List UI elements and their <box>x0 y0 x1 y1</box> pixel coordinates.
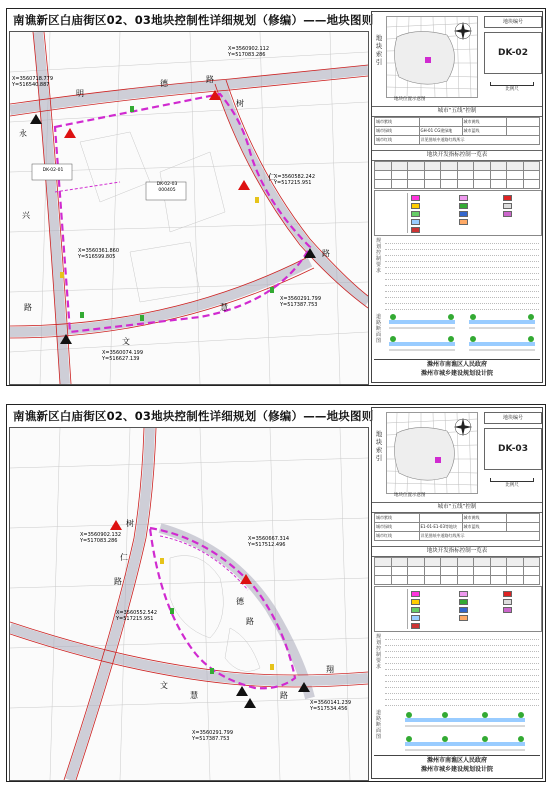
road-name: 仁 <box>268 173 276 182</box>
road-name: 路 <box>246 617 254 626</box>
map-drawing <box>10 32 368 384</box>
issuer-institute: 滁州市城乡建设规划设计院 <box>420 370 493 377</box>
coord-label: X=3560902.112 Y=517083.286 <box>228 46 270 58</box>
coord-label: X=3560291.799 Y=517387.753 <box>192 730 234 742</box>
road-name: 路 <box>280 691 288 700</box>
five-lines-title: 城市“五线”控制 <box>372 106 542 117</box>
scale-bar <box>484 82 540 92</box>
block-label <box>147 182 187 194</box>
road-name: 仁 <box>120 553 128 562</box>
block-subcode: 000405 <box>158 188 176 193</box>
issuer-government: 滁州市南谯区人民政府 <box>426 757 487 764</box>
sheet-title: 南谯新区白庙街区02、03地块控制性详细规划（修编）——地块图则 <box>13 13 374 27</box>
block-code: DK-02-03 <box>156 182 178 187</box>
road-name: 文 <box>122 337 130 346</box>
map-drawing <box>10 428 368 780</box>
road-sections <box>385 708 539 760</box>
coord-label: X=3560141.239 Y=517534.456 <box>310 700 352 712</box>
block-map <box>9 31 369 385</box>
scale-caption: 比例尺 <box>505 483 519 488</box>
road-name: 明 <box>76 89 84 98</box>
coord-label: X=3560667.314 Y=517512.496 <box>248 536 290 548</box>
indicator-table-title: 地块开发指标控制一览表 <box>372 546 542 557</box>
five-lines-title: 城市“五线”控制 <box>372 502 542 513</box>
location-caption: 地块位置示意图 <box>394 97 426 102</box>
coord-label: X=3560074.199 Y=516627.139 <box>102 350 144 362</box>
road-name: 路 <box>206 75 214 84</box>
road-name: 慧 <box>190 691 198 700</box>
plan-sheet-dk02 <box>6 8 546 386</box>
section-label: 道路断面图 <box>375 314 381 344</box>
coord-label: X=3560552.542 Y=517215.951 <box>116 610 158 622</box>
index-label: 地块索引 <box>375 34 383 66</box>
indicator-table <box>374 161 540 189</box>
road-name: 翔 <box>326 665 334 674</box>
indicator-table-title: 地块开发指标控制一览表 <box>372 150 542 161</box>
block-number-header: 地块编号 <box>484 16 542 28</box>
block-number-header: 地块编号 <box>484 412 542 424</box>
road-name: 路 <box>24 303 32 312</box>
road-name: 文 <box>160 681 168 690</box>
issuer-government: 滁州市南谯区人民政府 <box>426 361 487 368</box>
road-name: 路 <box>114 577 122 586</box>
coord-label: X=3560361.860 Y=516599.805 <box>78 248 120 260</box>
block-number: DK-03 <box>484 428 542 470</box>
control-requirements-text <box>385 634 539 704</box>
issuer-institute: 滁州市城乡建设规划设计院 <box>420 766 493 773</box>
scale-caption: 比例尺 <box>505 87 519 92</box>
road-name: 德 <box>160 79 168 88</box>
issuer-footer <box>374 359 540 380</box>
control-req-label: 规划控制要求 <box>375 634 381 670</box>
coord-label: X=3560582.242 Y=517215.951 <box>274 174 316 186</box>
block-map <box>9 427 369 781</box>
control-req-label: 规划控制要求 <box>375 238 381 274</box>
block-number: DK-02 <box>484 32 542 74</box>
road-name: 德 <box>236 597 244 606</box>
section-label: 道路断面图 <box>375 710 381 740</box>
five-lines-table: 城市紫线 城市黄线 城市绿线 GH-01 CG建绿地 城市蓝线 城市红线 详见图纸中道路红线所示 <box>374 117 540 145</box>
five-lines-table: 城市紫线 城市黄线 城市绿线 E1-01·E1-03等地块 城市蓝线 城市红线 详见图纸中道路红线所示 <box>374 513 540 541</box>
coord-label: X=3560291.799 Y=517387.753 <box>280 296 322 308</box>
index-label: 地块索引 <box>375 430 383 462</box>
location-caption: 地块位置示意图 <box>394 493 426 498</box>
legend <box>374 586 542 632</box>
legend <box>374 190 542 236</box>
road-sections <box>385 312 539 364</box>
road-name: 树 <box>126 519 134 528</box>
control-requirements-text <box>385 238 539 308</box>
road-name: 树 <box>236 99 244 108</box>
sheet-title: 南谯新区白庙街区02、03地块控制性详细规划（修编）——地块图则 <box>13 409 374 423</box>
issuer-footer <box>374 755 540 776</box>
coord-label: X=3560718.779 Y=516540.887 <box>12 76 54 88</box>
small-block-label: DK-02-01 <box>42 168 64 173</box>
info-panel <box>371 11 543 383</box>
indicator-table <box>374 557 540 585</box>
road-name: 慧 <box>220 303 228 312</box>
location-map <box>386 16 478 98</box>
scale-bar <box>484 478 540 488</box>
road-name: 兴 <box>22 211 30 220</box>
info-panel <box>371 407 543 779</box>
road-name: 路 <box>322 249 330 258</box>
plan-sheet-dk03 <box>6 404 546 782</box>
location-map <box>386 412 478 494</box>
road-name: 永 <box>19 129 27 138</box>
coord-label: X=3560902.132 Y=517083.286 <box>80 532 122 544</box>
